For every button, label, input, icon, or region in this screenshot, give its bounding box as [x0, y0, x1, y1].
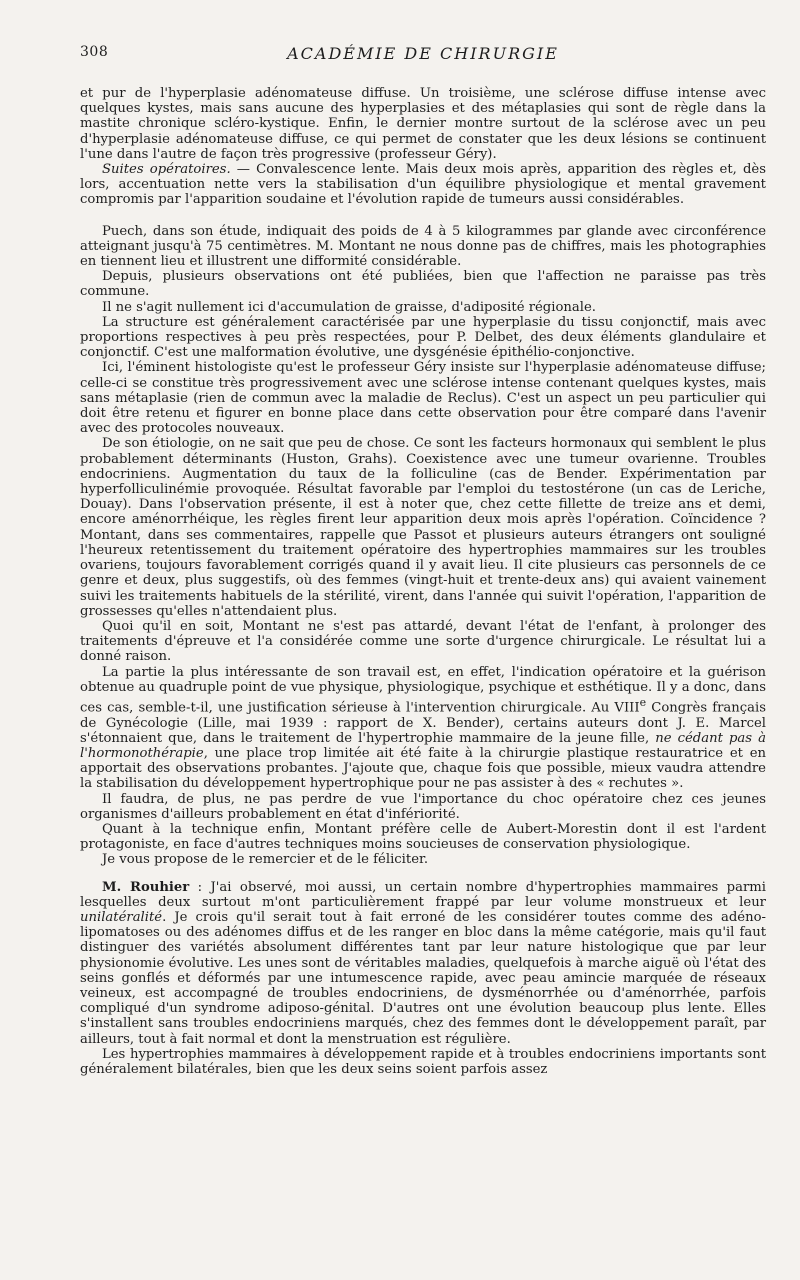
spacer — [80, 868, 766, 880]
paragraph: Suites opératoires. — Convalescence lente. Mais deux mois après, apparition des règles et, dès lors, accentuation nette vers la stabilisation d'un équilibre physiologique et mental gravement compromis par l'apparition soudaine et l'évolution rapide de tumeurs aussi considérables. — [80, 162, 767, 208]
paragraph: La partie la plus intéressante de son travail est, en effet, l'indication opératoire et la guérison obtenue au quadruple point de vue physique, physiologique, psychique et esthétique. Il y a donc, dans ces cas, semble-t-il, une justification sérieuse à l'intervention chirurgicale. Au VIIIe Congrès français de Gynécologie (Lille, mai 1939 : rapport de X. Bender), certains auteurs dont J. E. Marcel s'étonnaient que, dans le traitement de l'hypertrophie mammaire de la jeune fille, ne cédant pas à l'hormonothérapie, une place trop limitée ait été faite à la chirurgie plastique restauratrice et en apportait des observations probantes. J'ajoute que, chaque fois que possible, mieux vaudra attendre la stabilisation du développement hypertrophique pour ne pas assister à des « rechutes ». — [80, 664, 767, 792]
page-number: 308 — [80, 44, 109, 60]
paragraph: Je vous propose de le remercier et de le féliciter. — [102, 852, 429, 868]
paragraph: De son étiologie, on ne sait que peu de chose. Ce sont les facteurs hormonaux qui semblent le plus probablement déterminants (Huston, Grahs). Coexistence avec une tumeur ovarienne. Troubles endocriniens. Augmentation du taux de la folliculine (cas de Bender. Expérimentation par hyperfolliculinémie provoquée. Résultat favorable par l'emploi du testostérone (un cas de Leriche, Douay). Dans l'observation présente, il est à noter que, chez cette fillette de treize ans et demi, encore aménorrhéique, les règles firent leur apparition deux mois après l'opération. Coïncidence ? Montant, dans ses commentaires, rappelle que Passot et plusieurs auteurs étrangers ont souligné l'heureux retentissement du traitement opératoire des hypertrophies mammaires sur les troubles ovariens, toujours favorablement corrigés quand il y avait lieu. Il cite plusieurs cas personnels de ce genre et deux, plus suggestifs, où des femmes (vingt-huit et trente-deux ans) qui avaient vainement suivi les traitements habituels de la stérilité, virent, dans l'année qui suivit l'opération, l'apparition de grossesses qu'elles n'attendaient plus. — [80, 436, 766, 619]
spacer — [80, 208, 766, 224]
paragraph: Quoi qu'il en soit, Montant ne s'est pas attardé, devant l'état de l'enfant, à prolonger des traitements d'épreuve et l'a considérée comme une sorte d'urgence chirurgicale. Le résultat lui a donné raison. — [80, 618, 766, 665]
paragraph: Il ne s'agit nullement ici d'accumulation de graisse, d'adiposité régionale. — [102, 299, 596, 315]
paragraph: M. Rouhier : J'ai observé, moi aussi, un certain nombre d'hypertrophies mammaires parmi lesquelles deux surtout m'ont particulièrement frappé par leur volume monstrueux et leur unilatéralité. Je crois qu'il serait tout à fait erroné de les considérer toutes comme des adéno-lipomatoses ou des adénomes diffus et de les ranger en bloc dans la même catégorie, mais qu'il faut distinguer des variétés absolument différentes tant par leur nature histologique que par leur physionomie évolutive. Les unes sont de véritables maladies, quelquefois à marche aiguë où l'état des seins gonflés et déformés par une intumescence rapide, avec peau amincie marquée de réseaux veineux, est accompagné de troubles endocriniens, de dysménorrhée ou d'aménorrhée, parfois compliqué d'un syndrome adiposo-génital. D'autres ont une évolution beaucoup plus lente. Elles s'installent sans troubles endocriniens marqués, chez des femmes dont le développement paraît, par ailleurs, tout à fait normal et dont la menstruation est régulière. — [80, 879, 767, 1047]
paragraph: Ici, l'éminent histologiste qu'est le professeur Géry insiste sur l'hyperplasie adénomateuse diffuse; celle-ci se constitue très progressivement avec une sclérose intense contenant quelques kystes, mais sans métaplasie (rien de commun avec la maladie de Reclus). C'est un aspect un peu particulier qui doit être retenu et figurer en bonne place dans cette observation pour être comparé dans l'avenir avec des protocoles nouveaux. — [80, 360, 766, 437]
paragraph: Depuis, plusieurs observations ont été publiées, bien que l'affection ne paraisse pas très commune. — [80, 269, 766, 300]
paragraph: Il faudra, de plus, ne pas perdre de vue l'importance du choc opératoire chez ces jeunes organismes d'ailleurs probablement en état d'infériorité. — [80, 791, 766, 822]
paragraph: La structure est généralement caractérisée par une hyperplasie du tissu conjonctif, mais avec proportions respectives à peu près respectées, pour P. Delbet, des deux éléments glandulaire et conjonctif. C'est une malformation évolutive, une dysgénésie épithélio-conjonctive. — [80, 314, 766, 361]
speaker-name: M. Rouhier — [102, 879, 190, 895]
page-header — [80, 44, 766, 66]
running-title: ACADÉMIE DE CHIRURGIE — [287, 44, 559, 63]
paragraph: Quant à la technique enfin, Montant préfère celle de Aubert-Morestin dont il est l'ardent protagoniste, en face d'autres techniques moins soucieuses de conservation physiologique. — [80, 821, 766, 853]
body-text — [80, 86, 766, 1077]
paragraph: et pur de l'hyperplasie adénomateuse diffuse. Un troisième, une sclérose diffuse intense avec quelques kystes, mais sans aucune des hyperplasies et des métaplasies qui sont de règle dans la mastite chronique scléro-kystique. Enfin, le dernier montre surtout de la sclérose avec un peu d'hyperplasie adénomateuse diffuse, ce qui permet de constater que les deux lésions se continuent l'une dans l'autre de façon très progressive (professeur Géry). — [80, 86, 766, 162]
paragraph: Puech, dans son étude, indiquait des poids de 4 à 5 kilogrammes par glande avec circonférence atteignant jusqu'à 75 centimètres. M. Montant ne nous donne pas de chiffres, mais les photographies en tiennent lieu et illustrent une difformité considérable. — [80, 223, 766, 270]
section-heading: Suites opératoires. — [102, 162, 231, 178]
paragraph: Les hypertrophies mammaires à développement rapide et à troubles endocriniens importants sont généralement bilatérales, bien que les deux seins soient parfois assez — [80, 1046, 766, 1077]
